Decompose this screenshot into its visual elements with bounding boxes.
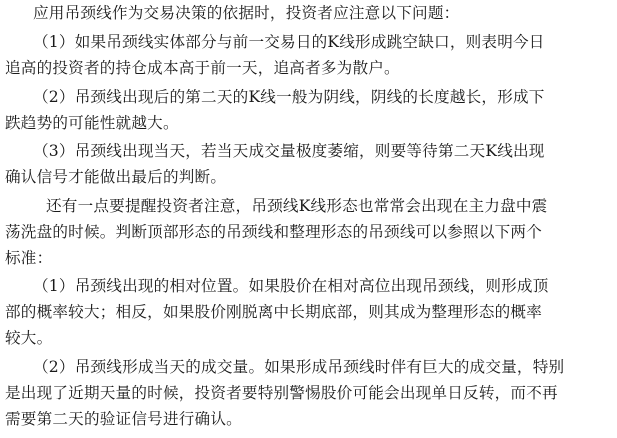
text-line-item-2b: 跌趋势的可能性就越大。 <box>5 114 179 132</box>
text-line-criterion-2a: （2）吊颈线形成当天的成交量。如果形成吊颈线时伴有巨大的成交量，特别 <box>33 358 565 376</box>
text-line-item-1b: 追高的投资者的持仓成本高于前一天，追高者多为散户。 <box>5 59 400 77</box>
text-line-item-3b: 确认信号才能做出最后的判断。 <box>5 168 227 186</box>
text-line-criterion-1c: 较大。 <box>5 329 53 347</box>
text-line-para2a: 还有一点要提醒投资者注意，吊颈线K线形态也常常会出现在主力盘中震 <box>46 197 548 215</box>
text-line-item-3a: （3）吊颈线出现当天，若当天成交量极度萎缩，则要等待第二天K线出现 <box>33 142 545 160</box>
text-line-criterion-1b: 部的概率较大；相反，如果股价刚脱离中长期底部，则其成为整理形态的概率 <box>5 303 542 321</box>
text-line-intro: 应用吊颈线作为交易决策的依据时，投资者应注意以下问题： <box>33 4 460 22</box>
text-line-para2b: 荡洗盘的时候。判断顶部形态的吊颈线和整理形态的吊颈线可以参照以下两个 <box>5 223 542 241</box>
text-line-para2c: 标准： <box>5 249 53 267</box>
text-line-criterion-2c: 需要第二天的验证信号进行确认。 <box>5 410 242 428</box>
text-line-criterion-2b: 是出现了近期天量的时候，投资者要特别警惕股价可能会出现单日反转，而不再 <box>5 384 558 402</box>
text-line-item-2a: （2）吊颈线出现后的第二天的K线一般为阴线，阴线的长度越长，形成下 <box>33 88 545 106</box>
text-line-criterion-1a: （1）吊颈线出现的相对位置。如果股价在相对高位出现吊颈线，则形成顶 <box>33 277 549 295</box>
text-line-item-1a: （1）如果吊颈线实体部分与前一交易日的K线形成跳空缺口，则表明今日 <box>33 33 545 51</box>
